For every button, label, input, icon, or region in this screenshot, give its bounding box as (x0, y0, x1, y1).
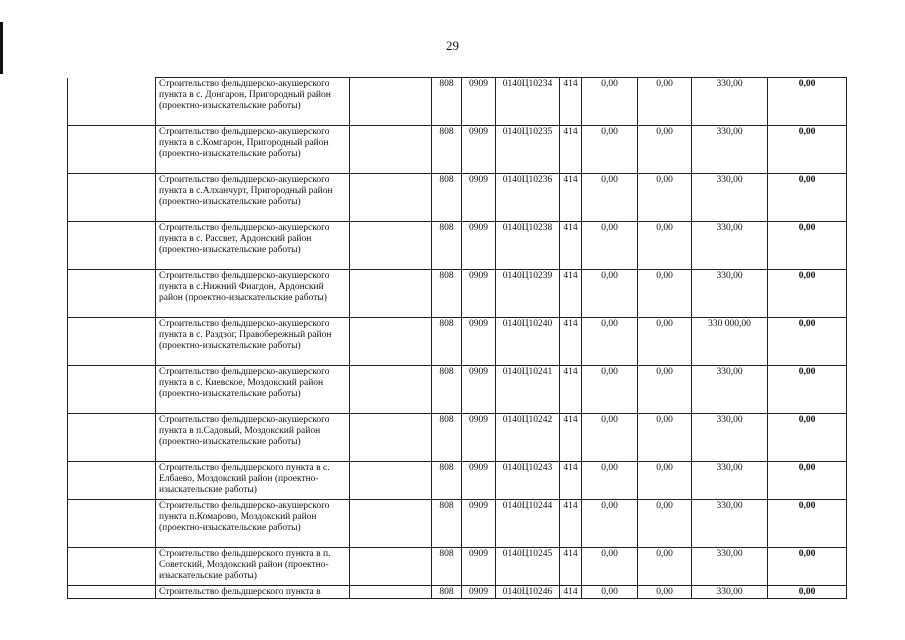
cell-empty (350, 270, 432, 318)
cell-value-3: 330 000,00 (692, 318, 768, 366)
cell-value-3: 330,00 (692, 126, 768, 174)
cell-value-3: 330,00 (692, 548, 768, 586)
cell-value-1: 0,00 (582, 222, 638, 270)
table-row (68, 500, 847, 548)
cell-value-3: 330,00 (692, 366, 768, 414)
cell-value-2: 0,00 (638, 366, 692, 414)
cell-target-code: 0140Ц10239 (496, 270, 560, 318)
cell-empty-left (68, 318, 156, 366)
cell-empty-left (68, 174, 156, 222)
cell-value-3: 330,00 (692, 462, 768, 500)
table-row (68, 126, 847, 174)
cell-value-3: 330,00 (692, 270, 768, 318)
cell-section-code: 0909 (462, 78, 496, 126)
cell-value-4: 0,00 (768, 174, 847, 222)
cell-name: Строительство фельдшерско-акушерского пункта в с. Рассвет, Ардонский район (проектно-изыскательские работы) (156, 222, 350, 270)
cell-target-code: 0140Ц10243 (496, 462, 560, 500)
cell-value-4: 0,00 (768, 270, 847, 318)
cell-value-4: 0,00 (768, 318, 847, 366)
cell-value-3: 330,00 (692, 78, 768, 126)
cell-empty (350, 548, 432, 586)
table-row (68, 174, 847, 222)
cell-expense-type: 414 (560, 78, 582, 126)
cell-empty-left (68, 78, 156, 126)
cell-empty-left (68, 462, 156, 500)
cell-value-4: 0,00 (768, 126, 847, 174)
cell-name: Строительство фельдшерско-акушерского пункта в с. Киевское, Моздокский район (проектно-изыскательские работы) (156, 366, 350, 414)
cell-value-2: 0,00 (638, 222, 692, 270)
cell-empty (350, 366, 432, 414)
cell-empty (350, 462, 432, 500)
cell-ministry-code: 808 (432, 318, 462, 366)
cell-expense-type: 414 (560, 366, 582, 414)
cell-expense-type: 414 (560, 462, 582, 500)
cell-empty-left (68, 222, 156, 270)
cell-value-2: 0,00 (638, 270, 692, 318)
cell-ministry-code: 808 (432, 500, 462, 548)
cell-section-code: 0909 (462, 414, 496, 462)
cell-expense-type: 414 (560, 586, 582, 599)
cell-target-code: 0140Ц10242 (496, 414, 560, 462)
cell-value-2: 0,00 (638, 126, 692, 174)
cell-target-code: 0140Ц10240 (496, 318, 560, 366)
cell-ministry-code: 808 (432, 462, 462, 500)
cell-empty (350, 78, 432, 126)
cell-target-code: 0140Ц10238 (496, 222, 560, 270)
table-row (68, 270, 847, 318)
cell-empty (350, 174, 432, 222)
cell-value-2: 0,00 (638, 78, 692, 126)
cell-section-code: 0909 (462, 126, 496, 174)
cell-value-2: 0,00 (638, 548, 692, 586)
cell-expense-type: 414 (560, 270, 582, 318)
cell-value-2: 0,00 (638, 500, 692, 548)
cell-value-1: 0,00 (582, 462, 638, 500)
cell-target-code: 0140Ц10236 (496, 174, 560, 222)
cell-value-2: 0,00 (638, 462, 692, 500)
cell-value-2: 0,00 (638, 174, 692, 222)
table-row (68, 586, 847, 599)
cell-expense-type: 414 (560, 222, 582, 270)
cell-value-4: 0,00 (768, 586, 847, 599)
cell-section-code: 0909 (462, 366, 496, 414)
cell-empty-left (68, 586, 156, 599)
cell-target-code: 0140Ц10235 (496, 126, 560, 174)
cell-ministry-code: 808 (432, 548, 462, 586)
cell-value-3: 330,00 (692, 222, 768, 270)
cell-section-code: 0909 (462, 500, 496, 548)
cell-value-3: 330,00 (692, 174, 768, 222)
page-number: 29 (446, 38, 459, 53)
cell-value-4: 0,00 (768, 78, 847, 126)
cell-empty-left (68, 500, 156, 548)
table-row (68, 78, 847, 126)
cell-section-code: 0909 (462, 318, 496, 366)
cell-ministry-code: 808 (432, 222, 462, 270)
cell-ministry-code: 808 (432, 586, 462, 599)
cell-name: Строительство фельдшерского пункта в п. Советский, Моздокский район (проектно-изыскательские работы) (156, 548, 350, 586)
cell-empty (350, 500, 432, 548)
cell-value-1: 0,00 (582, 174, 638, 222)
cell-value-1: 0,00 (582, 414, 638, 462)
cell-section-code: 0909 (462, 174, 496, 222)
budget-table (67, 77, 847, 599)
cell-expense-type: 414 (560, 500, 582, 548)
cell-section-code: 0909 (462, 548, 496, 586)
cell-value-4: 0,00 (768, 462, 847, 500)
cell-value-4: 0,00 (768, 366, 847, 414)
cell-expense-type: 414 (560, 126, 582, 174)
cell-value-1: 0,00 (582, 548, 638, 586)
cell-name: Строительство фельдшерско-акушерского пункта п.Комарово, Моздокский район (проектно-изыскательские работы) (156, 500, 350, 548)
cell-target-code: 0140Ц10244 (496, 500, 560, 548)
cell-value-3: 330,00 (692, 586, 768, 599)
cell-ministry-code: 808 (432, 270, 462, 318)
cell-name: Строительство фельдшерско-акушерского пункта в п.Садовый, Моздокский район (проектно-изыскательские работы) (156, 414, 350, 462)
cell-empty-left (68, 548, 156, 586)
cell-value-1: 0,00 (582, 318, 638, 366)
cell-target-code: 0140Ц10241 (496, 366, 560, 414)
cell-expense-type: 414 (560, 174, 582, 222)
cell-empty (350, 318, 432, 366)
cell-empty-left (68, 126, 156, 174)
cell-ministry-code: 808 (432, 126, 462, 174)
cell-value-1: 0,00 (582, 366, 638, 414)
cell-ministry-code: 808 (432, 78, 462, 126)
cell-name: Строительство фельдшерско-акушерского пункта в с. Донгарон, Пригородный район (проектно-изыскательские работы) (156, 78, 350, 126)
cell-empty (350, 586, 432, 599)
cell-ministry-code: 808 (432, 366, 462, 414)
cell-ministry-code: 808 (432, 414, 462, 462)
cell-name: Строительство фельдшерско-акушерского пункта в с.Нижний Фиагдон, Ардонский район (проектно-изыскательские работы) (156, 270, 350, 318)
cell-value-3: 330,00 (692, 414, 768, 462)
cell-value-1: 0,00 (582, 78, 638, 126)
cell-value-2: 0,00 (638, 414, 692, 462)
cell-empty-left (68, 414, 156, 462)
cell-empty (350, 414, 432, 462)
cell-section-code: 0909 (462, 586, 496, 599)
cell-empty (350, 126, 432, 174)
cell-value-1: 0,00 (582, 270, 638, 318)
cell-value-1: 0,00 (582, 586, 638, 599)
cell-section-code: 0909 (462, 462, 496, 500)
cell-value-4: 0,00 (768, 222, 847, 270)
cell-section-code: 0909 (462, 222, 496, 270)
cell-value-2: 0,00 (638, 318, 692, 366)
cell-value-1: 0,00 (582, 500, 638, 548)
cell-value-1: 0,00 (582, 126, 638, 174)
cell-empty-left (68, 366, 156, 414)
cell-target-code: 0140Ц10234 (496, 78, 560, 126)
table-body (68, 78, 847, 599)
table-row (68, 414, 847, 462)
table-row (68, 222, 847, 270)
cell-name: Строительство фельдшерского пункта в (156, 586, 350, 599)
cell-value-3: 330,00 (692, 500, 768, 548)
cell-expense-type: 414 (560, 318, 582, 366)
cell-value-4: 0,00 (768, 414, 847, 462)
cell-expense-type: 414 (560, 548, 582, 586)
cell-name: Строительство фельдшерско-акушерского пункта в с.Алханчурт, Пригородный район (проектно-изыскательские работы) (156, 174, 350, 222)
table-row (68, 462, 847, 500)
cell-section-code: 0909 (462, 270, 496, 318)
cell-name: Строительство фельдшерско-акушерского пункта в с. Раздзог, Правобережный район (проектно-изыскательские работы) (156, 318, 350, 366)
cell-expense-type: 414 (560, 414, 582, 462)
cell-value-4: 0,00 (768, 500, 847, 548)
cell-value-4: 0,00 (768, 548, 847, 586)
cell-empty (350, 222, 432, 270)
cell-target-code: 0140Ц10245 (496, 548, 560, 586)
cell-ministry-code: 808 (432, 174, 462, 222)
table-row (68, 366, 847, 414)
cell-target-code: 0140Ц10246 (496, 586, 560, 599)
cell-value-2: 0,00 (638, 586, 692, 599)
cell-empty-left (68, 270, 156, 318)
cell-name: Строительство фельдшерско-акушерского пункта в с.Комгарон, Пригородный район (проектно-изыскательские работы) (156, 126, 350, 174)
table-row (68, 318, 847, 366)
table-row (68, 548, 847, 586)
cell-name: Строительство фельдшерского пункта в с. Елбаево, Моздокский район (проектно-изыскательские работы) (156, 462, 350, 500)
